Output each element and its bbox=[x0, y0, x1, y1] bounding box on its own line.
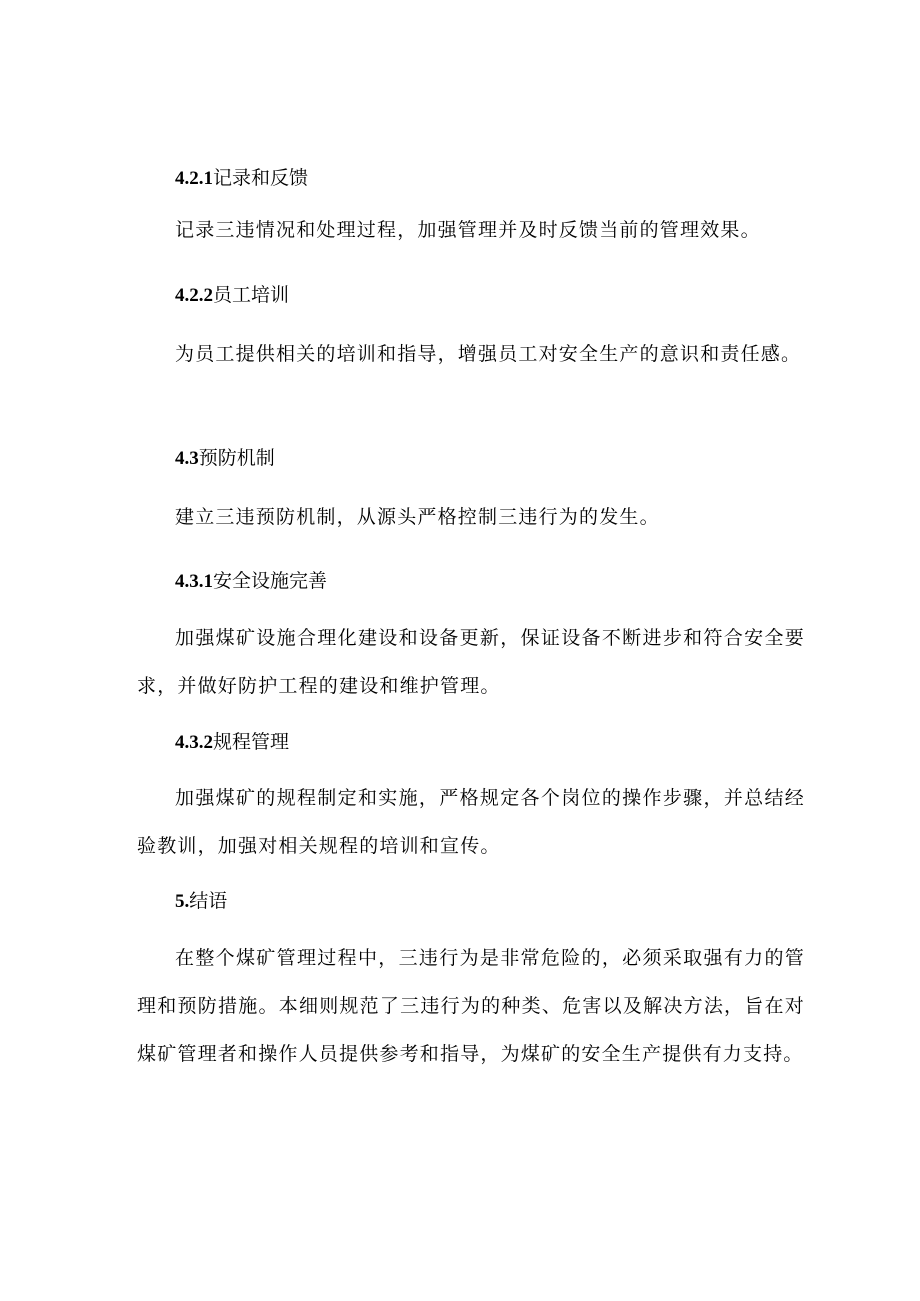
section-title: 记录和反馈 bbox=[213, 167, 309, 189]
section-number: 4.2.1 bbox=[175, 168, 213, 189]
section-title: 规程管理 bbox=[213, 731, 290, 753]
section-title: 安全设施完善 bbox=[213, 570, 328, 592]
section-body-4-3-2: 加强煤矿的规程制定和实施，严格规定各个岗位的操作步骤，并总结经验教训，加强对相关规程的培训和宣传。 bbox=[137, 787, 805, 857]
section-heading-5 bbox=[175, 889, 815, 914]
section-heading-4-3-1 bbox=[175, 569, 815, 594]
section-body-5: 在整个煤矿管理过程中，三违行为是非常危险的，必须采取强有力的管理和预防措施。本细则规范了三违行为的种类、危害以及解决方法，旨在对煤矿管理者和操作人员提供参考和指导，为煤矿的安全生产提供有力支持。 bbox=[137, 947, 805, 1065]
section-heading-4-2-2 bbox=[175, 283, 815, 308]
section-title: 预防机制 bbox=[198, 447, 275, 469]
section-body-4-3: 建立三违预防机制，从源头严格控制三违行为的发生。 bbox=[175, 506, 660, 528]
section-number: 4.3.2 bbox=[175, 732, 213, 753]
section-number: 4.2.2 bbox=[175, 285, 213, 306]
section-body-4-3-1: 加强煤矿设施合理化建设和设备更新，保证设备不断进步和符合安全要求，并做好防护工程的建设和维护管理。 bbox=[137, 627, 805, 697]
section-heading-4-3-2 bbox=[175, 730, 815, 755]
section-body-4-2-2: 为员工提供相关的培训和指导，增强员工对安全生产的意识和责任感。 bbox=[175, 343, 802, 365]
section-heading-4-2-1 bbox=[175, 166, 815, 191]
section-title: 员工培训 bbox=[213, 284, 290, 306]
section-title: 结语 bbox=[189, 890, 228, 912]
section-number: 4.3.1 bbox=[175, 571, 213, 592]
section-body-4-2-1: 记录三违情况和处理过程，加强管理并及时反馈当前的管理效果。 bbox=[175, 219, 761, 241]
section-number: 4.3 bbox=[175, 448, 199, 469]
section-heading-4-3 bbox=[175, 446, 815, 471]
section-number: 5. bbox=[175, 891, 190, 912]
